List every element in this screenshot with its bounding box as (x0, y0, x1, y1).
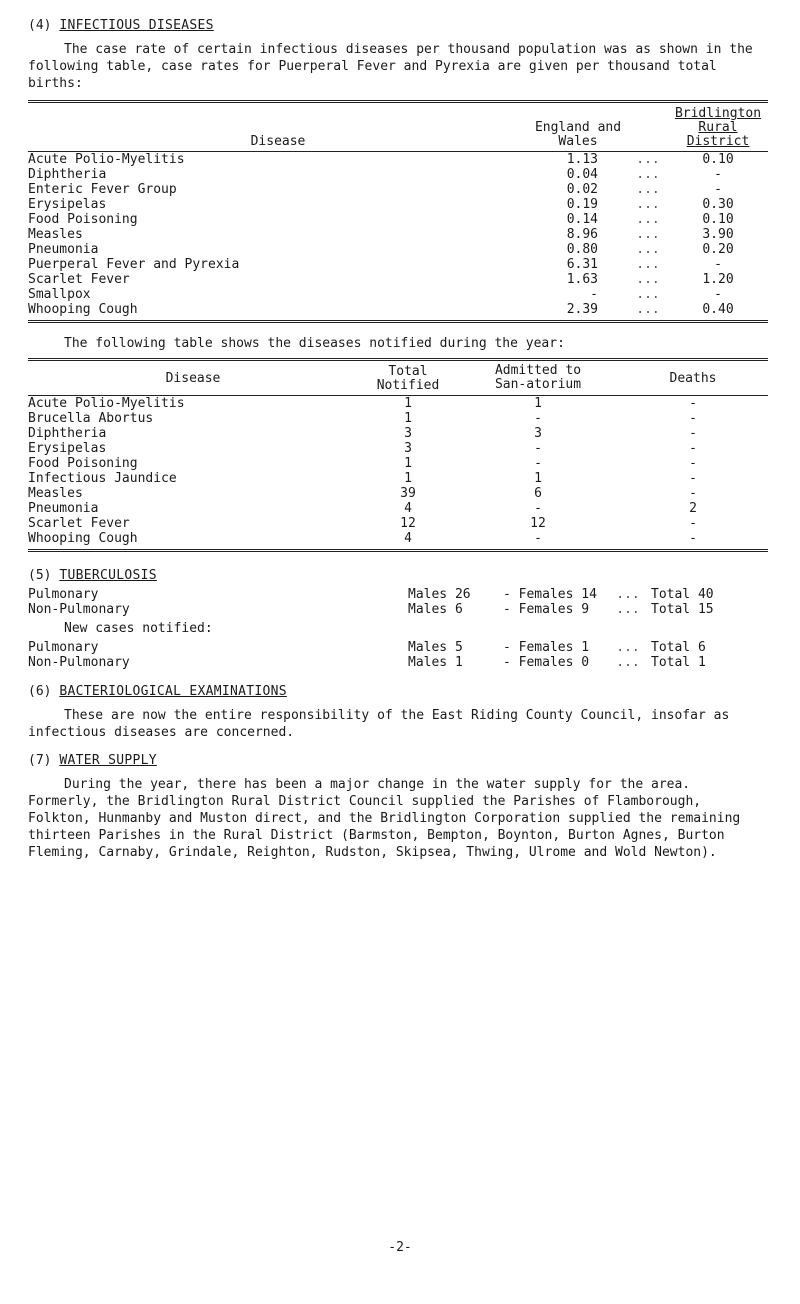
section-7-text: During the year, there has been a major change in the water supply for the area. Formerly, the Bridlington Rural District Council supplied the Parishes of Flamborough, Folkton, Hunmanby and Muston direct, and the Bridlington Corporation supplied the remaining thirteen Parishes in the Rural District (Barmston, Bempton, Boynton, Burton Agnes, Burton Fleming, Carnaby, Grindale, Reighton, Rudston, Skipsea, Thwing, Ulrome and Wold Newton). (28, 777, 741, 860)
disease-name: Diphtheria (28, 167, 107, 182)
dot-leader: ... (636, 272, 660, 287)
table-row (28, 197, 768, 212)
disease-name: Diphtheria (28, 426, 107, 441)
disease-name: Infectious Jaundice (28, 471, 177, 486)
section-number: (4) (28, 18, 52, 33)
table-row (28, 516, 768, 531)
table-row (28, 257, 768, 272)
table-row (28, 411, 768, 426)
dot-leader: ... (616, 587, 640, 602)
england-wales-rate: 0.14 (566, 212, 598, 227)
section-4-heading (28, 18, 768, 33)
disease-name: Smallpox (28, 287, 91, 302)
dot-leader: ... (636, 257, 660, 272)
section-4-intro: The case rate of certain infectious diseases per thousand population was as shown in the following table, case rates for Puerperal Fever and Pyrexia are given per thousand total births: (28, 42, 753, 91)
bridlington-rate: 0.40 (702, 302, 734, 317)
section-title: BACTERIOLOGICAL EXAMINATIONS (59, 684, 287, 699)
england-wales-rate: 0.04 (566, 167, 598, 182)
admitted-to-sanatorium: - (534, 411, 542, 426)
england-wales-rate: 0.02 (566, 182, 598, 197)
bridlington-rate: 0.10 (702, 152, 734, 167)
total-notified: 1 (404, 456, 412, 471)
dot-leader: ... (636, 182, 660, 197)
dot-leader: ... (636, 212, 660, 227)
header-bridlington: Bridlington Rural District (674, 106, 762, 149)
disease-name: Brucella Abortus (28, 411, 154, 426)
deaths: - (689, 486, 697, 501)
bridlington-rate: - (714, 182, 722, 197)
section-number: (6) (28, 684, 52, 699)
header-total-notified: Total Notified (376, 364, 440, 393)
disease-name: Measles (28, 227, 83, 242)
header-disease: Disease (165, 371, 221, 386)
admitted-to-sanatorium: 12 (530, 516, 546, 531)
england-wales-rate: 2.39 (566, 302, 598, 317)
table-rule (28, 320, 768, 323)
disease-name: Erysipelas (28, 441, 107, 456)
deaths: - (689, 531, 697, 546)
header-disease: Disease (250, 134, 306, 149)
disease-name: Acute Polio-Myelitis (28, 152, 185, 167)
table-row (28, 441, 768, 456)
disease-name: Whooping Cough (28, 302, 138, 317)
total-notified: 4 (404, 501, 412, 516)
bridlington-rate: 0.10 (702, 212, 734, 227)
table-row (28, 227, 768, 242)
page-number: -2- (388, 1240, 412, 1255)
total-notified: 4 (404, 531, 412, 546)
dot-leader: ... (636, 197, 660, 212)
bridlington-rate: - (714, 257, 722, 272)
dot-leader: ... (616, 602, 640, 617)
admitted-to-sanatorium: 1 (534, 471, 542, 486)
bridlington-rate: - (714, 287, 722, 302)
tb-type-label: Pulmonary (28, 640, 99, 655)
bridlington-rate: 0.20 (702, 242, 734, 257)
deaths: - (689, 411, 697, 426)
section-7-heading (28, 753, 768, 768)
females-count: - Females 1 (503, 640, 590, 655)
table-header-row (28, 103, 768, 151)
bridlington-rate: - (714, 167, 722, 182)
table-row (28, 501, 768, 516)
disease-name: Erysipelas (28, 197, 107, 212)
dot-leader: ... (636, 227, 660, 242)
england-wales-rate: - (590, 287, 598, 302)
new-cases-label: New cases notified: (64, 621, 213, 636)
disease-name: Whooping Cough (28, 531, 138, 546)
tb-type-label: Non-Pulmonary (28, 602, 130, 617)
table-row (28, 471, 768, 486)
header-england-wales: England and Wales (534, 120, 622, 149)
deaths: - (689, 396, 697, 411)
males-count: Males 1 (408, 655, 463, 670)
table-row (28, 167, 768, 182)
england-wales-rate: 1.63 (566, 272, 598, 287)
deaths: - (689, 471, 697, 486)
dot-leader: ... (636, 302, 660, 317)
section-title: TUBERCULOSIS (59, 568, 157, 583)
section-number: (7) (28, 753, 52, 768)
disease-name: Puerperal Fever and Pyrexia (28, 257, 240, 272)
disease-name: Food Poisoning (28, 456, 138, 471)
deaths: - (689, 456, 697, 471)
table-row (28, 152, 768, 167)
total-count: Total 40 (651, 587, 714, 602)
section-number: (5) (28, 568, 52, 583)
total-notified: 1 (404, 396, 412, 411)
tb-type-label: Non-Pulmonary (28, 655, 130, 670)
admitted-to-sanatorium: 1 (534, 396, 542, 411)
header-admitted: Admitted to San-atorium (494, 363, 582, 392)
total-notified: 3 (404, 426, 412, 441)
disease-name: Pneumonia (28, 242, 99, 257)
total-count: Total 6 (651, 640, 706, 655)
table-row (28, 531, 768, 546)
tuberculosis-row (28, 587, 768, 602)
disease-name: Pneumonia (28, 501, 99, 516)
england-wales-rate: 6.31 (566, 257, 598, 272)
disease-name: Scarlet Fever (28, 516, 130, 531)
dot-leader: ... (636, 167, 660, 182)
admitted-to-sanatorium: - (534, 441, 542, 456)
case-rate-table (28, 100, 768, 323)
table-row (28, 212, 768, 227)
disease-name: Measles (28, 486, 83, 501)
total-notified: 3 (404, 441, 412, 456)
report-page (28, 18, 768, 861)
disease-name: Acute Polio-Myelitis (28, 396, 185, 411)
dot-leader: ... (616, 655, 640, 670)
table-row (28, 182, 768, 197)
section-5-heading (28, 568, 768, 583)
total-notified: 12 (400, 516, 416, 531)
disease-name: Enteric Fever Group (28, 182, 177, 197)
section-title: INFECTIOUS DISEASES (59, 18, 214, 33)
table-row (28, 396, 768, 411)
dot-leader: ... (616, 640, 640, 655)
total-notified: 1 (404, 411, 412, 426)
bridlington-rate: 1.20 (702, 272, 734, 287)
males-count: Males 6 (408, 602, 463, 617)
table-header-row (28, 361, 768, 395)
table-row (28, 456, 768, 471)
deaths: - (689, 516, 697, 531)
deaths: - (689, 426, 697, 441)
table-row (28, 426, 768, 441)
bridlington-rate: 3.90 (702, 227, 734, 242)
admitted-to-sanatorium: - (534, 501, 542, 516)
males-count: Males 26 (408, 587, 471, 602)
table-row (28, 272, 768, 287)
males-count: Males 5 (408, 640, 463, 655)
deaths: - (689, 441, 697, 456)
table-2-intro: The following table shows the diseases notified during the year: (64, 336, 565, 351)
england-wales-rate: 0.80 (566, 242, 598, 257)
total-notified: 1 (404, 471, 412, 486)
females-count: - Females 14 (503, 587, 597, 602)
disease-name: Food Poisoning (28, 212, 138, 227)
section-6-text: These are now the entire responsibility of the East Riding County Council, insofar as infectious diseases are concerned. (28, 708, 730, 740)
disease-name: Scarlet Fever (28, 272, 130, 287)
header-deaths: Deaths (669, 371, 717, 386)
total-notified: 39 (400, 486, 416, 501)
england-wales-rate: 8.96 (566, 227, 598, 242)
notified-diseases-table (28, 358, 768, 552)
table-row (28, 287, 768, 302)
deaths: 2 (689, 501, 697, 516)
tuberculosis-row (28, 655, 768, 670)
admitted-to-sanatorium: - (534, 456, 542, 471)
admitted-to-sanatorium: 3 (534, 426, 542, 441)
bridlington-rate: 0.30 (702, 197, 734, 212)
tuberculosis-row (28, 640, 768, 655)
england-wales-rate: 1.13 (566, 152, 598, 167)
admitted-to-sanatorium: - (534, 531, 542, 546)
females-count: - Females 0 (503, 655, 590, 670)
england-wales-rate: 0.19 (566, 197, 598, 212)
total-count: Total 1 (651, 655, 706, 670)
table-row (28, 242, 768, 257)
section-title: WATER SUPPLY (59, 753, 157, 768)
dot-leader: ... (636, 152, 660, 167)
table-row (28, 302, 768, 317)
table-row (28, 486, 768, 501)
tuberculosis-row (28, 602, 768, 617)
admitted-to-sanatorium: 6 (534, 486, 542, 501)
section-6-heading (28, 684, 768, 699)
dot-leader: ... (636, 242, 660, 257)
females-count: - Females 9 (503, 602, 590, 617)
table-rule (28, 549, 768, 552)
total-count: Total 15 (651, 602, 714, 617)
dot-leader: ... (636, 287, 660, 302)
tb-type-label: Pulmonary (28, 587, 99, 602)
